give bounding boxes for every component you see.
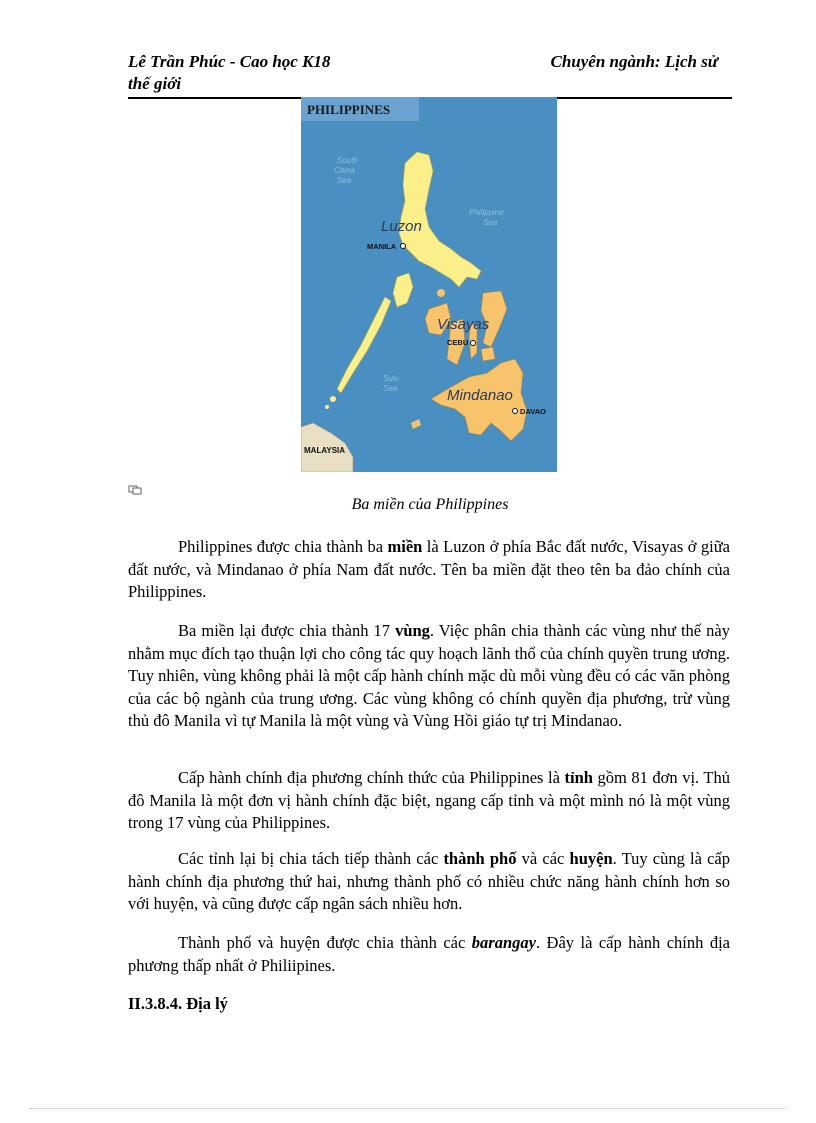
anchor-icon bbox=[128, 482, 142, 492]
paragraph-barangay: Thành phố và huyện được chia thành các barangay. Đây là cấp hành chính địa phương thấp nhất ở Philiipines. bbox=[128, 933, 731, 975]
map-label-cebu: CEBU bbox=[447, 338, 469, 347]
map-label-sulu-sea-2: Sea bbox=[383, 384, 398, 393]
map-manila-marker bbox=[401, 244, 406, 249]
map-label-manila: MANILA bbox=[367, 242, 397, 251]
map-label-philippine-sea-2: Sea bbox=[483, 218, 498, 227]
paragraph-regions: Philippines được chia thành ba miền là Luzon ở phía Bắc đất nước, Visayas ở giữa đất nước, và Mindanao ở phía Nam đất nước. Tên ba miền đặt theo tên ba đảo chính của Philippines. bbox=[128, 537, 730, 601]
map-label-mindanao: Mindanao bbox=[447, 387, 513, 404]
paragraph-provinces: Cấp hành chính địa phương chính thức của Philippines là tỉnh gồm 81 đơn vị. Thủ đô Manila là một đơn vị hành chính đặc biệt, ngang cấp tỉnh và một mình nó là một vùng trong 17 vùng của Philippines. bbox=[128, 768, 730, 832]
map-label-philippine-sea-1: Philippine bbox=[469, 208, 504, 217]
header-major-continued: thế giới bbox=[128, 74, 182, 93]
page-header bbox=[128, 50, 732, 99]
map-label-south-china-sea-2: China bbox=[334, 166, 355, 175]
map-visayas-bohol bbox=[481, 347, 495, 361]
term-huyen: huyện bbox=[569, 849, 613, 868]
map-label-south-china-sea-3: Sea bbox=[337, 176, 352, 185]
section-heading: II.3.8.4. Địa lý bbox=[128, 994, 228, 1013]
map-islet-1 bbox=[330, 396, 336, 402]
figure-caption: Ba miền của Philippines bbox=[351, 496, 509, 513]
map-label-davao: DAVAO bbox=[520, 407, 546, 416]
footer-divider bbox=[30, 1108, 786, 1109]
philippines-map bbox=[301, 97, 557, 472]
paragraph-cities-districts: Các tỉnh lại bị chia tách tiếp thành các thành phố và các huyện. Tuy cùng là cấp hành chính địa phương thứ hai, nhưng thành phố có nhiều chức năng hành chính hơn so với huyện, và cũng được cấp ngân sách nhiều hơn. bbox=[128, 849, 730, 913]
map-label-luzon: Luzon bbox=[381, 218, 422, 235]
map-davao-marker bbox=[513, 409, 518, 414]
term-vung: vùng bbox=[395, 621, 430, 640]
header-major: Chuyên ngành: Lịch sử bbox=[550, 52, 718, 71]
map-cebu-marker bbox=[471, 341, 476, 346]
map-title: PHILIPPINES bbox=[307, 102, 391, 117]
term-thanh-pho: thành phố bbox=[443, 849, 517, 868]
map-label-visayas: Visayas bbox=[437, 316, 490, 333]
map-islet-2 bbox=[325, 405, 329, 409]
term-barangay: barangay bbox=[471, 933, 536, 952]
map-label-south-china-sea-1: South bbox=[337, 156, 358, 165]
map-label-sulu-sea-1: Sulu bbox=[383, 374, 400, 383]
term-mien: miền bbox=[387, 537, 423, 556]
paragraph-17-regions: Ba miền lại được chia thành 17 vùng. Việc phân chia thành các vùng như thế này nhằm mục đích tạo thuận lợi cho công tác quy hoạch lãnh thổ của chính quyền trung ương. Tuy nhiên, vùng không phải là một cấp hành chính mặc dù mỗi vùng đều có các văn phòng của các bộ ngành của trung ương. Các vùng không có chính quyền địa phương, trừ vùng thủ đô Manila vì tự Manila là một vùng và Vùng Hồi giáo tự trị Mindanao. bbox=[128, 621, 730, 730]
term-tinh: tỉnh bbox=[564, 768, 593, 787]
map-label-malaysia: MALAYSIA bbox=[304, 446, 346, 455]
map-islet-3 bbox=[437, 289, 445, 297]
header-author: Lê Trần Phúc - Cao học K18 bbox=[128, 52, 331, 71]
